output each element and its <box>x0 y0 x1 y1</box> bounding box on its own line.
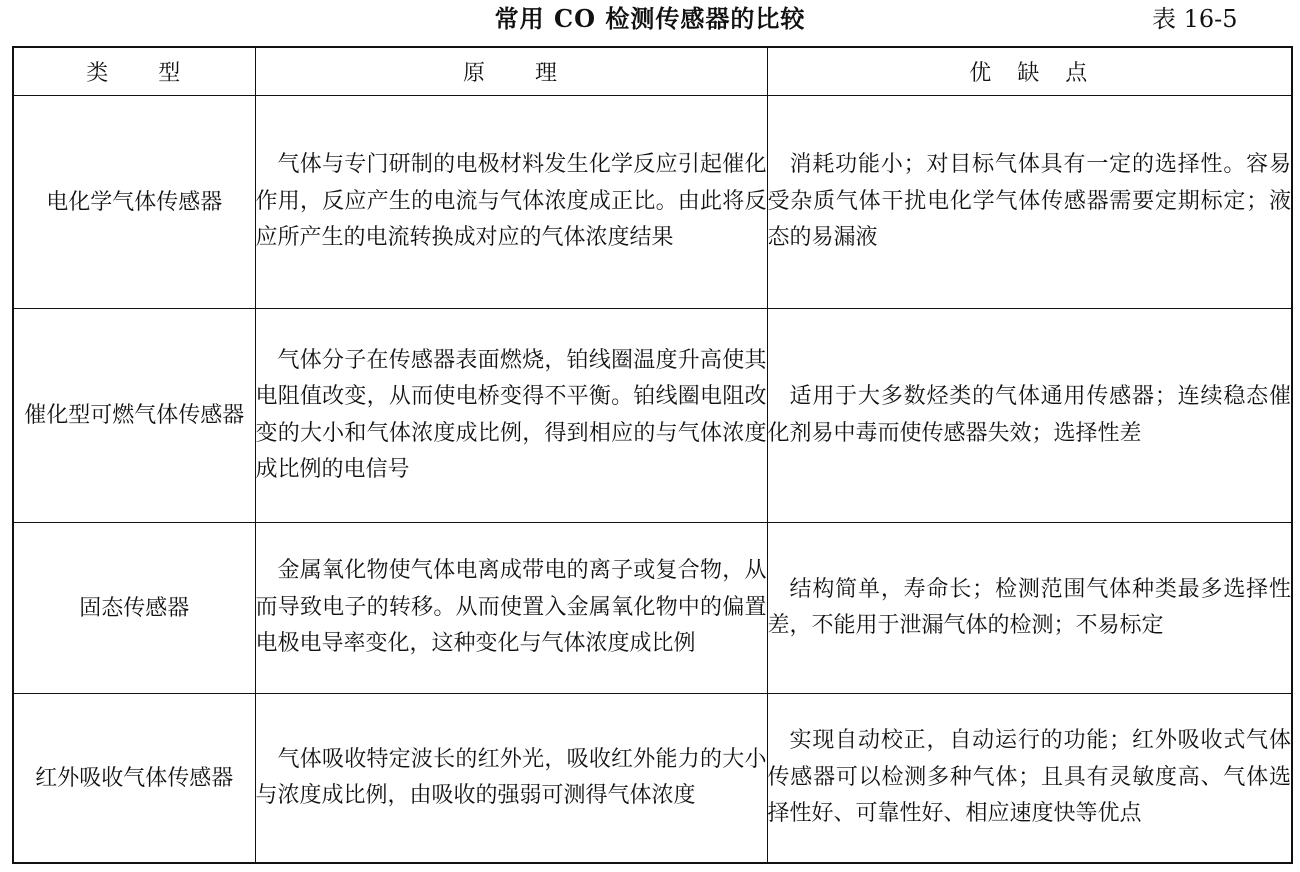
pros-cons-cell <box>767 309 1292 523</box>
pros-cons-text: 实现自动校正，自动运行的功能；红外吸收式气体传感器可以检测多种气体；且具有灵敏度高、气体选择性好、可靠性好、相应速度快等优点 <box>767 728 1291 827</box>
pros-cons-text: 消耗功能小；对目标气体具有一定的选择性。容易受杂质气体干扰电化学气体传感器需要定期标定；液态的易漏液 <box>767 152 1291 251</box>
table-row <box>13 523 1292 694</box>
pros-cons-cell <box>767 694 1292 864</box>
sensor-type-cell: 固态传感器 <box>13 523 255 694</box>
header-type: 类 型 <box>13 47 255 96</box>
pros-cons-text: 结构简单，寿命长；检测范围气体种类最多选择性差，不能用于泄漏气体的检测；不易标定 <box>767 576 1291 638</box>
table-number: 表 16-5 <box>1152 5 1238 33</box>
table-caption <box>0 0 1300 42</box>
co-sensor-comparison-table <box>12 46 1293 864</box>
table-row <box>13 96 1292 309</box>
pros-cons-cell <box>767 523 1292 694</box>
table-header-row <box>13 47 1292 96</box>
sensor-type-cell: 催化型可燃气体传感器 <box>13 309 255 523</box>
header-principle: 原 理 <box>255 47 767 96</box>
principle-cell <box>255 523 767 694</box>
principle-cell <box>255 96 767 309</box>
sensor-type-cell: 电化学气体传感器 <box>13 96 255 309</box>
principle-cell <box>255 309 767 523</box>
principle-text: 气体吸收特定波长的红外光，吸收红外能力的大小与浓度成比例，由吸收的强弱可测得气体浓度 <box>255 746 767 808</box>
principle-cell <box>255 694 767 864</box>
principle-text: 气体分子在传感器表面燃烧，铂线圈温度升高使其电阻值改变，从而使电桥变得不平衡。铂线圈电阻改变的大小和气体浓度成比例，得到相应的与气体浓度成比例的电信号 <box>255 347 767 482</box>
pros-cons-text: 适用于大多数烃类的气体通用传感器；连续稳态催化剂易中毒而使传感器失效；选择性差 <box>767 384 1291 446</box>
pros-cons-cell <box>767 96 1292 309</box>
table-title: 常用 CO 检测传感器的比较 <box>494 4 806 33</box>
table-row <box>13 309 1292 523</box>
table-row <box>13 694 1292 864</box>
principle-text: 气体与专门研制的电极材料发生化学反应引起催化作用，反应产生的电流与气体浓度成正比。由此将反应所产生的电流转换成对应的气体浓度结果 <box>255 152 767 251</box>
header-pros-cons: 优 缺 点 <box>767 47 1292 96</box>
principle-text: 金属氧化物使气体电离成带电的离子或复合物，从而导致电子的转移。从而使置入金属氧化物中的偏置电极电导率变化，这种变化与气体浓度成比例 <box>255 558 767 657</box>
sensor-type-cell: 红外吸收气体传感器 <box>13 694 255 864</box>
